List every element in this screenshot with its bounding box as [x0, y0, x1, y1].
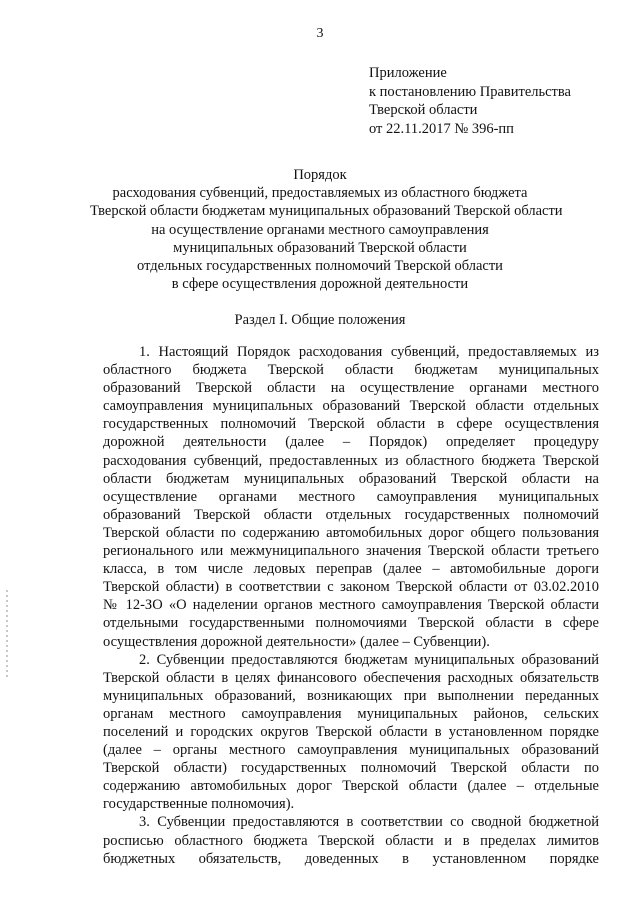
- body-text: [103, 343, 599, 868]
- paragraph-line: образований Тверской области отдельных государственных полномочий: [103, 506, 599, 523]
- appendix-line: к постановлению Правительства: [369, 83, 571, 100]
- title-line: на осуществление органами местного самоуправления: [151, 221, 489, 238]
- paragraph-line: содержанию автомобильных дорог Тверской области (далее – отдельные: [103, 778, 599, 795]
- title-line: в сфере осуществления дорожной деятельности: [171, 276, 469, 293]
- paragraph: [103, 813, 599, 867]
- paragraph-line: Тверской области) государственных полномочий Тверской области по: [103, 760, 599, 777]
- paragraph-line: областного бюджета Тверской области бюджетам муниципальных: [103, 362, 599, 379]
- title-line: Тверской области бюджетам муниципальных образований Тверской области: [90, 203, 563, 220]
- paragraph-line: осуществление органами местного самоуправления муниципальных: [103, 488, 599, 505]
- paragraph-line: регионального или межмуниципального значения Тверской области третьего: [103, 543, 599, 560]
- page-number: 3: [316, 26, 324, 41]
- paragraph-line: росписью областного бюджета Тверской области и в пределах лимитов: [103, 832, 599, 849]
- paragraph-line: образований Тверской области на осуществление органами местного: [103, 380, 599, 397]
- paragraph: [103, 651, 599, 814]
- scan-margin-mark: [6, 590, 8, 680]
- paragraph-line: органам местного самоуправления муниципальных районов, сельских: [103, 705, 599, 722]
- paragraph-line: самоуправления муниципальных образований Тверской области отдельных: [103, 398, 599, 415]
- paragraph-line: осуществления дорожной деятельности» (далее – Субвенции).: [103, 633, 490, 650]
- paragraph-line: области бюджетам муниципальных образований Тверской области на: [103, 470, 599, 487]
- paragraph-line: класса, в том числе ледовых переправ (далее – автомобильные дороги: [103, 561, 599, 578]
- paragraph-line: 1. Настоящий Порядок расходования субвенций, предоставляемых из: [139, 344, 599, 360]
- title-line: Порядок: [293, 167, 347, 183]
- title-line: муниципальных образований Тверской области: [173, 239, 467, 256]
- paragraph-line: № 12-ЗО «О наделении органов местного самоуправления Тверской области: [103, 597, 599, 614]
- paragraph-line: муниципальных образований, возникающих при выполнении переданных: [103, 687, 599, 704]
- paragraph-line: Тверской области) в соответствии с законом Тверской области от 03.02.2010: [103, 579, 599, 596]
- paragraph-line: государственных полномочий Тверской области в сфере осуществления: [103, 416, 599, 433]
- paragraph-line: расходования субвенций, предоставленных из областного бюджета Тверской: [103, 452, 599, 469]
- paragraph-line: 3. Субвенции предоставляются в соответствии со сводной бюджетной: [139, 814, 599, 831]
- paragraph: [103, 343, 599, 651]
- title-line: расходования субвенций, предоставляемых из областного бюджета: [112, 185, 528, 202]
- paragraph-line: отдельными государственными полномочиями Тверской области в сфере: [103, 615, 599, 632]
- appendix-block: [369, 64, 571, 138]
- paragraph-line: поселений и городских округов Тверской области в установленном порядке: [103, 723, 599, 740]
- section-heading: Раздел I. Общие положения: [234, 312, 406, 328]
- appendix-line: Тверской области: [369, 102, 478, 118]
- paragraph-line: бюджетных обязательств, доведенных в установленном порядке: [103, 850, 599, 867]
- paragraph-line: дорожной деятельности (далее – Порядок) определяет процедуру: [103, 434, 599, 451]
- paragraph-line: (далее – органы местного самоуправления муниципальных образований: [103, 742, 599, 759]
- document-title: [90, 166, 563, 293]
- appendix-line: от 22.11.2017 № 396-пп: [369, 120, 514, 137]
- title-line: отдельных государственных полномочий Тверской области: [137, 257, 503, 274]
- appendix-line: Приложение: [369, 65, 447, 81]
- paragraph-line: государственные полномочия).: [103, 796, 295, 813]
- paragraph-line: Тверской области в целях финансового обеспечения расходных обязательств: [103, 669, 599, 686]
- paragraph-line: 2. Субвенции предоставляются бюджетам муниципальных образований: [139, 651, 599, 668]
- paragraph-line: Тверской области по содержанию автомобильных дорог общего пользования: [103, 524, 599, 541]
